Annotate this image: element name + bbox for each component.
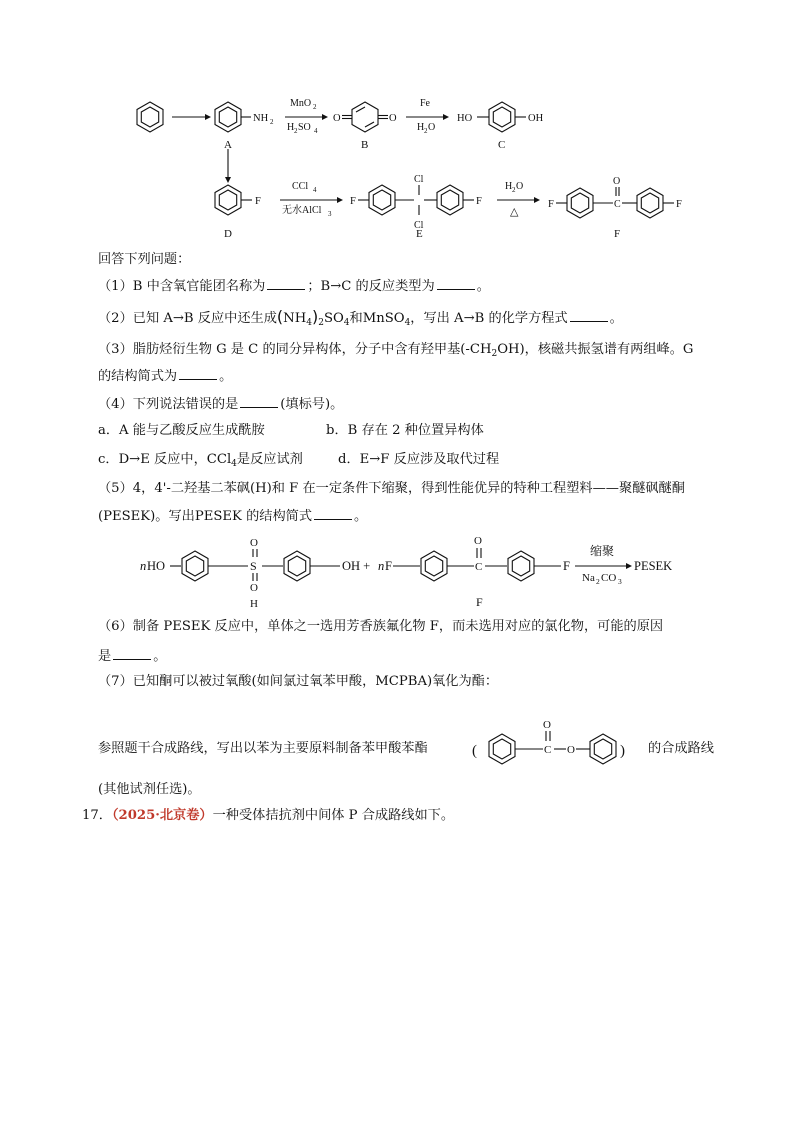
svg-text:OH +: OH + [342, 559, 371, 573]
svg-text:O: O [333, 113, 341, 124]
svg-text:O: O [428, 122, 436, 133]
svg-text:CO: CO [601, 572, 617, 584]
polycondensation-scheme [0, 530, 794, 612]
svg-text:C: C [498, 139, 506, 151]
svg-text:MnO: MnO [290, 98, 312, 109]
svg-text:PESEK: PESEK [634, 559, 673, 573]
svg-text:F: F [563, 559, 570, 573]
svg-text:n: n [140, 559, 147, 573]
compound-A [215, 102, 274, 151]
svg-text:C: C [544, 744, 552, 756]
svg-text:F: F [476, 196, 482, 207]
svg-text:S: S [250, 559, 257, 573]
svg-text:B: B [361, 139, 369, 151]
benzene-ring-start [137, 102, 163, 132]
question-6-cont: 是 。 [98, 646, 166, 667]
question-3-cont: 的结构简式为 。 [98, 366, 232, 387]
svg-text:SO: SO [298, 122, 311, 133]
svg-text:O: O [516, 181, 524, 192]
svg-text:F: F [614, 228, 621, 240]
svg-text:Cl: Cl [414, 174, 424, 185]
svg-text:O: O [543, 719, 551, 731]
source-tag: （2025·北京卷） [111, 808, 213, 823]
answer-blank[interactable] [240, 394, 278, 408]
svg-text:F: F [385, 559, 392, 573]
answer-blank[interactable] [113, 646, 151, 660]
svg-text:F: F [476, 595, 483, 609]
svg-text:H: H [287, 122, 295, 133]
question-1: （1）B 中含氧官能团名称为 ；B→C 的反应类型为 。 [98, 276, 490, 297]
svg-text:2: 2 [596, 577, 600, 586]
option-c: c．D→E 反应中，CCl$_4$是反应试剂 [98, 452, 303, 469]
question-17: 17．（2025·北京卷）一种受体拮抗剂中间体 P 合成路线如下。 [82, 808, 455, 823]
svg-text:C: C [475, 561, 483, 573]
question-5: （5）4，4'-二羟基二苯砜(H)和 F 在一定条件下缩聚，得到性能优异的特种工程塑料——聚醚砜醚酮 [98, 481, 685, 496]
svg-text:H: H [417, 122, 425, 133]
intro-text: 回答下列问题： [98, 252, 191, 267]
svg-text:C: C [614, 199, 621, 210]
answer-blank[interactable] [570, 308, 608, 322]
svg-text:4: 4 [314, 127, 318, 135]
svg-text:(: ( [472, 743, 477, 759]
svg-text:H: H [505, 181, 513, 192]
svg-text:Na: Na [582, 572, 595, 584]
svg-text:3: 3 [328, 210, 332, 218]
svg-text:2: 2 [294, 127, 298, 135]
question-7: （7）已知酮可以被过氧酸(如间氯过氧苯甲酸，MCPBA)氧化为酯： [98, 674, 499, 689]
question-4: （4）下列说法错误的是 (填标号)。 [98, 394, 343, 415]
q1-part-b: ；B→C 的反应类型为 [307, 279, 435, 294]
svg-text:缩聚: 缩聚 [590, 544, 615, 558]
svg-text:Cl: Cl [414, 220, 424, 231]
svg-text:NH: NH [253, 113, 269, 124]
svg-text:D: D [224, 228, 232, 240]
svg-text:2: 2 [270, 118, 274, 126]
option-a: a．A 能与乙酸反应生成酰胺 [98, 423, 265, 438]
answer-blank[interactable] [314, 506, 352, 520]
svg-text:A: A [224, 139, 232, 151]
compound-F [548, 176, 682, 240]
svg-text:△: △ [510, 206, 519, 218]
answer-blank[interactable] [437, 276, 475, 290]
svg-text:OH: OH [528, 113, 544, 124]
svg-text:H: H [250, 598, 258, 610]
question-3: （3）脂肪烃衍生物 G 是 C 的同分异构体，分子中含有羟甲基$(-CH_2OH)$，核磁共振氢谱有两组峰。G [98, 342, 694, 359]
question-7-cont: (其他试剂任选)。 [98, 782, 201, 797]
compound-D [215, 185, 261, 240]
svg-text:O: O [250, 582, 258, 594]
option-d: d．E→F 反应涉及取代过程 [338, 452, 500, 467]
answer-blank[interactable] [179, 366, 217, 380]
svg-text:HO: HO [147, 559, 166, 573]
svg-text:F: F [676, 199, 682, 210]
svg-text:O: O [389, 113, 397, 124]
question-5-cont: (PESEK)。写出PESEK 的结构简式 。 [98, 506, 367, 527]
svg-text:3: 3 [618, 577, 622, 586]
question-7-part-b-tail: 的合成路线 [648, 741, 714, 756]
question-7-part-b: 参照题干合成路线，写出以苯为主要原料制备苯甲酸苯酯 [98, 741, 428, 756]
svg-text:CCl: CCl [292, 181, 309, 192]
svg-text:O: O [613, 176, 621, 187]
question-6: （6）制备 PESEK 反应中，单体之一选用芳香族氟化物 F，而未选用对应的氯化物，可能的原因 [98, 619, 664, 634]
svg-text:无水AlCl: 无水AlCl [282, 205, 322, 216]
synthesis-scheme-1 [0, 85, 794, 250]
svg-text:): ) [620, 743, 625, 759]
svg-text:2: 2 [313, 103, 317, 111]
svg-text:F: F [255, 196, 261, 207]
svg-text:O: O [250, 537, 258, 549]
phenyl-benzoate-structure [470, 718, 650, 778]
compound-B [333, 102, 397, 151]
svg-text:F: F [350, 196, 356, 207]
svg-text:O: O [474, 535, 482, 547]
svg-text:HO: HO [457, 113, 473, 124]
compound-C [457, 102, 544, 151]
svg-text:O: O [567, 744, 575, 756]
svg-text:2: 2 [424, 127, 428, 135]
svg-text:4: 4 [313, 186, 317, 194]
compound-E [350, 174, 482, 240]
svg-text:2: 2 [512, 186, 516, 194]
q1-part-a: （1）B 中含氧官能团名称为 [98, 279, 266, 294]
svg-text:F: F [548, 199, 554, 210]
svg-text:E: E [416, 228, 423, 240]
answer-blank[interactable] [267, 276, 305, 290]
option-b: b．B 存在 2 种位置异构体 [326, 423, 484, 438]
svg-text:n: n [378, 559, 385, 573]
question-2: （2）已知 A→B 反应中还生成$(NH_4)_2SO_4$和MnSO$_4$，写出 A→B 的化学方程式 。 [98, 307, 623, 328]
svg-text:Fe: Fe [420, 98, 430, 109]
